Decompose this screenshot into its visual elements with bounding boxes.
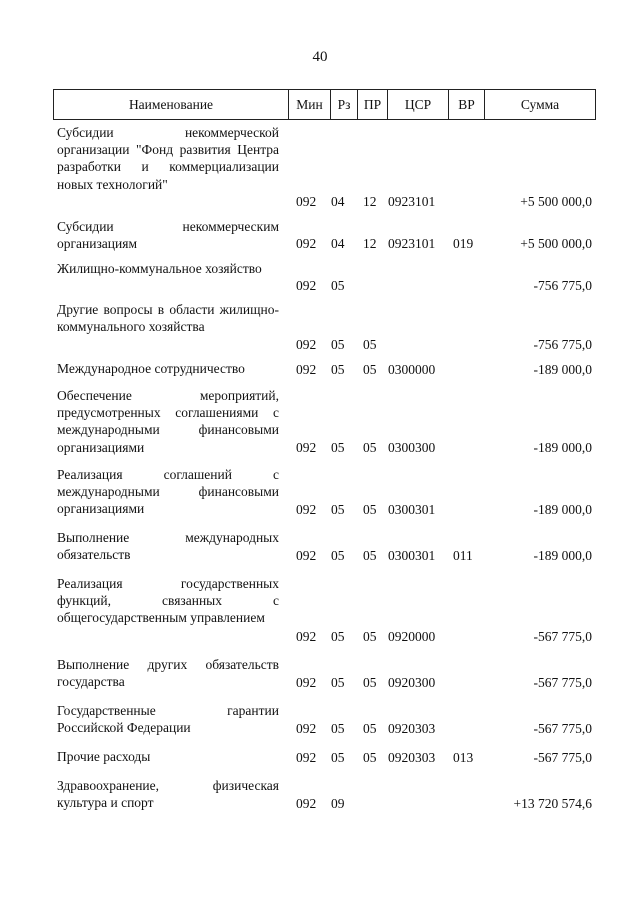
row-csr: 0920303 (388, 720, 436, 736)
row-sum: +5 500 000,0 (520, 235, 592, 251)
row-sum: -189 000,0 (533, 501, 592, 517)
row-pr: 05 (363, 361, 377, 377)
row-pr: 05 (363, 674, 377, 690)
row-sum: -756 775,0 (533, 336, 592, 352)
row-pr: 12 (363, 235, 377, 251)
row-csr: 0300301 (388, 501, 436, 517)
row-rz: 05 (331, 547, 345, 563)
header-name: Наименование (54, 90, 289, 119)
row-pr: 05 (363, 720, 377, 736)
header-sum: Сумма (520, 97, 560, 112)
header-vr: ВР (449, 90, 485, 119)
row-vr: 013 (453, 749, 474, 765)
row-rz: 05 (331, 720, 345, 736)
table-row (57, 748, 597, 766)
row-pr: 05 (363, 501, 377, 517)
row-name: Реализация государственных функций, связанных с общегосударственным управлением (57, 576, 279, 626)
row-min: 092 (296, 628, 317, 644)
row-rz: 05 (331, 336, 345, 352)
row-pr: 12 (363, 193, 377, 209)
table-row (57, 360, 597, 378)
row-name: Жилищно-коммунальное хозяйство (57, 261, 262, 276)
row-rz: 05 (331, 501, 345, 517)
table-row (57, 218, 597, 252)
row-min: 092 (296, 193, 317, 209)
row-sum: -756 775,0 (533, 277, 592, 293)
row-sum: -189 000,0 (533, 547, 592, 563)
row-min: 092 (296, 336, 317, 352)
row-min: 092 (296, 720, 317, 736)
row-sum: -567 775,0 (533, 674, 592, 690)
row-name: Выполнение международных обязательств (57, 530, 279, 563)
row-csr: 0300300 (388, 439, 436, 455)
table-row (57, 702, 597, 737)
table-row (57, 260, 597, 294)
row-rz: 05 (331, 749, 345, 765)
row-sum: -567 775,0 (533, 749, 592, 765)
table-row (57, 777, 597, 812)
table-row (57, 387, 597, 456)
row-sum: -567 775,0 (533, 628, 592, 644)
row-sum: -189 000,0 (533, 439, 592, 455)
row-csr: 0923101 (388, 193, 436, 209)
row-rz: 05 (331, 361, 345, 377)
row-rz: 05 (331, 628, 345, 644)
row-name: Обеспечение мероприятий, предусмотренных соглашениями с международными финансовыми организациями (57, 388, 279, 455)
row-min: 092 (296, 439, 317, 455)
row-name: Другие вопросы в области жилищно-коммунального хозяйства (57, 302, 279, 335)
row-rz: 05 (331, 277, 345, 293)
header-pr: ПР (358, 90, 388, 119)
row-rz: 04 (331, 193, 345, 209)
table-row (57, 656, 597, 691)
table-row (57, 466, 597, 518)
row-csr: 0300000 (388, 361, 436, 377)
row-csr: 0300301 (388, 547, 436, 563)
row-min: 092 (296, 501, 317, 517)
row-vr: 011 (453, 547, 473, 563)
row-name: Здравоохранение, физическая культура и спорт (57, 778, 279, 811)
row-pr: 05 (363, 547, 377, 563)
row-name: Субсидии некоммерческим организациям (57, 219, 279, 252)
header-rz: Рз (331, 90, 358, 119)
row-csr: 0923101 (388, 235, 436, 251)
row-min: 092 (296, 235, 317, 251)
row-name: Международное сотрудничество (57, 361, 245, 376)
table-row (57, 575, 597, 645)
row-csr: 0920000 (388, 628, 436, 644)
row-name: Выполнение других обязательств государства (57, 657, 279, 690)
row-rz: 04 (331, 235, 345, 251)
row-rz: 05 (331, 674, 345, 690)
row-name: Субсидии некоммерческой организации "Фонд развития Центра разработки и коммерциализации новых технологий" (57, 125, 279, 192)
row-min: 092 (296, 795, 317, 811)
header-csr: ЦСР (388, 90, 449, 119)
row-name: Государственные гарантии Российской Федерации (57, 703, 279, 736)
table-row (57, 301, 597, 353)
row-csr: 0920303 (388, 749, 436, 765)
row-name: Реализация соглашений с международными финансовыми организациями (57, 467, 279, 517)
row-vr: 019 (453, 235, 474, 251)
row-sum: -189 000,0 (533, 361, 592, 377)
table-row (57, 124, 597, 210)
row-min: 092 (296, 674, 317, 690)
row-pr: 05 (363, 628, 377, 644)
row-rz: 05 (331, 439, 345, 455)
row-sum: +13 720 574,6 (513, 795, 592, 811)
row-pr: 05 (363, 439, 377, 455)
row-min: 092 (296, 547, 317, 563)
row-min: 092 (296, 277, 317, 293)
row-pr: 05 (363, 336, 377, 352)
header-min: Мин (289, 90, 331, 119)
row-csr: 0920300 (388, 674, 436, 690)
page-number: 40 (312, 49, 328, 65)
table-header (53, 89, 596, 120)
row-sum: +5 500 000,0 (520, 193, 592, 209)
table-row (57, 529, 597, 564)
row-pr: 05 (363, 749, 377, 765)
row-name: Прочие расходы (57, 749, 151, 764)
row-rz: 09 (331, 795, 345, 811)
row-min: 092 (296, 749, 317, 765)
row-sum: -567 775,0 (533, 720, 592, 736)
row-min: 092 (296, 361, 317, 377)
